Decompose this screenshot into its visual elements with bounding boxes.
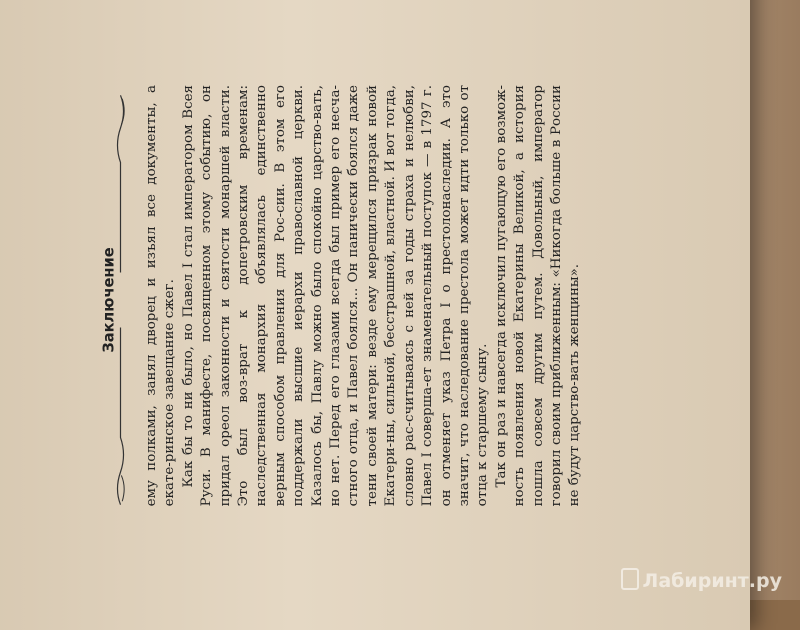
chapter-title: Заключение [100,247,118,353]
left-flourish-ornament [114,326,126,507]
book-logo-icon [621,568,639,590]
paragraph: Так он раз и навсегда исключил пугающую его возмож-ность появления новой Екатерины Великой, а история пошла совсем другим путем. Довольный, император говорил своим приближенным: «Никогда больше в России не будут царство-вать женщины». [492,85,582,507]
watermark [621,568,782,592]
rotated-page-content [90,59,709,541]
paragraph: ему полками, занял дворец и изъял все документы, а екате-ринское завещание сжег. [142,85,177,507]
right-flourish-ornament [114,94,126,275]
running-header [97,94,131,507]
body-text [142,85,584,506]
watermark-text: Лабиринт.ру [642,570,782,592]
paragraph: Как бы то ни было, но Павел I стал императором Всея Руси. В манифесте, посвященном этому событию, он придал ореол законности и святости монаршей власти. Это был воз-врат к допетровским временам: наследственная монархия объявлялась единственно верным способом правления для Рос-сии. В этом его поддержали высшие иерархи православной церкви. Казалось бы, Павлу можно было спокойно царство-вать, но нет. Перед его глазами всегда был пример его несча-стного отца, и Павел боялся... Он панически боялся даже тени своей матери: везде ему мерещился призрак новой Екатери-ны, сильной, бесстрашной, властной. И вот тогда, словно рас-считываясь с ней за годы страха и нелюбви, Павел I соверша-ет знаменательный поступок — в 1797 г. он отменяет указ Петра I о престолонаследии. А это значит, что наследование престола может идти только от отца к старшему сыну. [179,85,490,507]
